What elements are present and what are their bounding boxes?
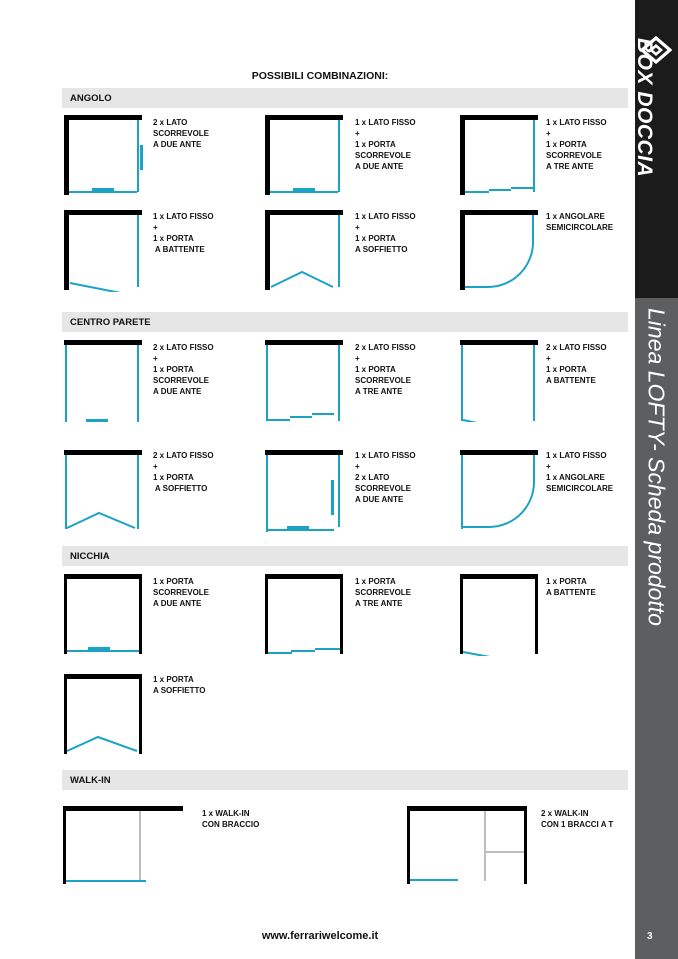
section-label: NICCHIA — [70, 551, 110, 562]
diagram-center-fixed-sliding — [265, 450, 347, 532]
caption-niche-folding: 1 x PORTA A SOFFIETTO — [153, 675, 206, 695]
sidebar-brand-label: BOX DOCCIA — [633, 38, 656, 178]
diagram-walkin-arm — [63, 806, 185, 886]
caption-corner-fixed-sliding-2: 1 x LATO FISSO + 1 x PORTA SCORREVOLE A DUE ANTE — [355, 118, 416, 171]
caption-niche-sliding-3: 1 x PORTA SCORREVOLE A TRE ANTE — [355, 577, 412, 608]
caption-center-fixed-sliding: 1 x LATO FISSO + 2 x LATO SCORREVOLE A DUE ANTE — [355, 451, 416, 504]
sidebar-product-line: Linea LOFTY- Scheda prodotto — [643, 308, 670, 626]
diagram-center-quadrant — [460, 450, 542, 532]
diagram-walkin-t — [407, 806, 529, 886]
caption-walkin-t: 2 x WALK-IN CON 1 BRACCI A T — [541, 809, 614, 829]
diagram-center-hinged — [460, 340, 542, 422]
diagram-corner-fixed-hinged — [64, 210, 146, 292]
caption-center-sliding-2: 2 x LATO FISSO + 1 x PORTA SCORREVOLE A DUE ANTE — [153, 343, 214, 396]
section-band-nicchia — [62, 546, 628, 566]
caption-corner-sliding-2: 2 x LATO SCORREVOLE A DUE ANTE — [153, 118, 210, 149]
section-band-walk-in — [62, 770, 628, 790]
diagram-corner-fixed-folding — [265, 210, 347, 292]
caption-corner-fixed-folding: 1 x LATO FISSO + 1 x PORTA A SOFFIETTO — [355, 212, 416, 254]
diagram-corner-fixed-sliding-2 — [265, 115, 347, 197]
section-band-centro-parete — [62, 312, 628, 332]
caption-center-sliding-3: 2 x LATO FISSO + 1 x PORTA SCORREVOLE A TRE ANTE — [355, 343, 416, 396]
caption-walkin-arm: 1 x WALK-IN CON BRACCIO — [202, 809, 260, 829]
caption-center-folding: 2 x LATO FISSO + 1 x PORTA A SOFFIETTO — [153, 451, 214, 493]
caption-corner-quadrant: 1 x ANGOLARE SEMICIRCOLARE — [546, 212, 614, 232]
caption-niche-hinged: 1 x PORTA A BATTENTE — [546, 577, 596, 597]
diagram-center-sliding-2 — [64, 340, 146, 422]
caption-center-hinged: 2 x LATO FISSO + 1 x PORTA A BATTENTE — [546, 343, 607, 385]
caption-niche-sliding-2: 1 x PORTA SCORREVOLE A DUE ANTE — [153, 577, 210, 608]
diagram-niche-sliding-3 — [265, 574, 347, 656]
diagram-center-folding — [64, 450, 146, 532]
section-label: CENTRO PARETE — [70, 317, 151, 328]
section-label: ANGOLO — [70, 93, 112, 104]
section-band-angolo — [62, 88, 628, 108]
diagram-corner-fixed-sliding-3 — [460, 115, 542, 197]
diagram-niche-hinged — [460, 574, 542, 656]
caption-corner-fixed-sliding-3: 1 x LATO FISSO + 1 x PORTA SCORREVOLE A TRE ANTE — [546, 118, 607, 171]
page-number: 3 — [647, 931, 653, 942]
page-title: POSSIBILI COMBINAZIONI: — [251, 70, 389, 82]
diagram-corner-sliding-2 — [64, 115, 146, 197]
section-label: WALK-IN — [70, 775, 111, 786]
diagram-niche-folding — [64, 674, 146, 756]
caption-corner-fixed-hinged: 1 x LATO FISSO + 1 x PORTA A BATTENTE — [153, 212, 214, 254]
diagram-niche-sliding-2 — [64, 574, 146, 656]
footer-website: www.ferrariwelcome.it — [261, 930, 379, 942]
caption-center-quadrant: 1 x LATO FISSO + 1 x ANGOLARE SEMICIRCOLARE — [546, 451, 614, 493]
diagram-center-sliding-3 — [265, 340, 347, 422]
diagram-corner-quadrant — [460, 210, 542, 292]
